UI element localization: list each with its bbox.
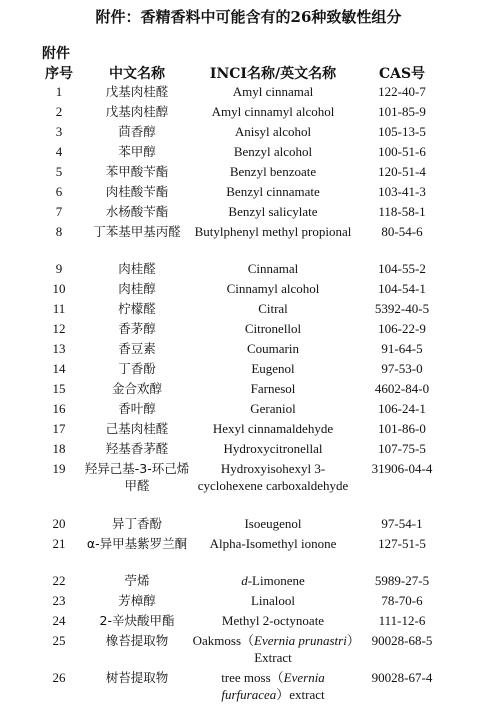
table-row (36, 223, 450, 260)
inci-name: Anisyl alcohol (234, 124, 312, 139)
row-number: 12 (52, 321, 66, 336)
col-header-no: 序号 (45, 65, 73, 82)
table-row (36, 280, 450, 300)
allergen-table (36, 62, 450, 706)
cas-number: 111-12-6 (378, 613, 426, 628)
inci-name: Amyl cinnamyl alcohol (211, 104, 335, 119)
row-number: 26 (52, 670, 66, 685)
inci-name: Benzyl alcohol (233, 144, 313, 159)
chinese-name: 肉桂醛 (118, 261, 156, 276)
cas-number: 106-24-1 (378, 401, 426, 416)
chinese-name: 金合欢醇 (111, 381, 162, 396)
col-header-cas: CAS号 (378, 65, 426, 82)
chinese-name: 苯甲醇 (118, 144, 156, 159)
inci-name: Benzyl salicylate (228, 204, 318, 219)
row-number: 25 (52, 633, 66, 648)
table-row (36, 360, 450, 380)
inci-name-suffix: -Limonene (247, 573, 305, 588)
row-number: 10 (52, 281, 66, 296)
row-number: 9 (55, 261, 63, 276)
chinese-name: 茴香醇 (118, 124, 156, 139)
row-number: 17 (52, 421, 66, 436)
table-row (36, 632, 450, 669)
row-number: 23 (52, 593, 66, 608)
col-header-inci: INCI名称/英文名称 (209, 65, 337, 82)
row-number: 11 (52, 301, 66, 316)
cas-number: 104-54-1 (378, 281, 426, 296)
inci-name: Benzyl benzoate (229, 164, 317, 179)
row-number: 13 (52, 341, 66, 356)
cas-number: 91-64-5 (381, 341, 423, 356)
inci-name: Linalool (250, 593, 296, 608)
table-row (36, 572, 450, 592)
table-row (36, 440, 450, 460)
chinese-name: 苯甲酸苄酯 (105, 164, 169, 179)
chinese-name: 树苔提取物 (105, 670, 169, 685)
chinese-name: 肉桂醇 (118, 281, 156, 296)
inci-name: Alpha-Isomethyl ionone (209, 536, 337, 551)
table-row (36, 612, 450, 632)
inci-name: Citronellol (244, 321, 302, 336)
table-row (36, 592, 450, 612)
cas-number: 97-53-0 (381, 361, 423, 376)
inci-name: Benzyl cinnamate (226, 184, 320, 199)
cas-number: 97-54-1 (381, 516, 423, 531)
document-title: 附件：香精香料中可能含有的26种致敏性组分 (95, 8, 402, 26)
inci-name: Cinnamyl alcohol (226, 281, 320, 296)
cas-number: 4602-84-0 (374, 381, 430, 396)
row-number: 1 (55, 84, 63, 99)
chinese-name: 己基肉桂醛 (105, 421, 169, 436)
table-row (36, 103, 450, 123)
row-number: 14 (52, 361, 66, 376)
cas-number: 5392-40-5 (374, 301, 430, 316)
chinese-name: 丁香酚 (118, 361, 156, 376)
table-row (36, 143, 450, 163)
cas-number: 105-13-5 (378, 124, 426, 139)
cas-number: 104-55-2 (378, 261, 426, 276)
row-number: 18 (52, 441, 66, 456)
chinese-name: 戊基肉桂醛 (105, 84, 169, 99)
col-header-cn: 中文名称 (109, 65, 165, 82)
chinese-name: 肉桂酸苄酯 (105, 184, 169, 199)
inci-name: Hydroxycitronellal (223, 441, 323, 456)
chinese-name: 戊基肉桂醇 (105, 104, 169, 119)
row-number: 4 (55, 144, 63, 159)
cas-number: 90028-67-4 (371, 670, 433, 685)
row-number: 7 (55, 204, 63, 219)
inci-name-prefix: Oakmoss（ (192, 633, 255, 648)
inci-name-suffix: ）Extract (254, 633, 354, 665)
inci-name: Hydroxyisohexyl 3-cyclohexene carboxaldehyde (197, 461, 349, 493)
inci-name: Amyl cinnamal (232, 84, 314, 99)
cas-number: 101-85-9 (378, 104, 426, 119)
chinese-name: 香叶醇 (118, 401, 156, 416)
inci-name: Coumarin (247, 341, 299, 356)
inci-name: Farnesol (250, 381, 296, 396)
row-number: 21 (52, 536, 66, 551)
row-number: 15 (52, 381, 66, 396)
cas-number: 5989-27-5 (374, 573, 430, 588)
header-fujian: 附件 (42, 46, 70, 62)
chinese-name: 芳樟醇 (118, 593, 156, 608)
inci-name: Methyl 2-octynoate (221, 613, 325, 628)
chinese-name: 水杨酸苄酯 (105, 204, 169, 219)
inci-name: Butylphenyl methyl propional (194, 224, 352, 239)
inci-name: Cinnamal (247, 261, 299, 276)
cas-number: 31906-04-4 (371, 461, 433, 476)
row-number: 2 (55, 104, 63, 119)
table-row (36, 123, 450, 143)
table-row (36, 460, 450, 515)
chinese-name: 柠檬醛 (118, 301, 156, 316)
cas-number: 122-40-7 (378, 84, 426, 99)
row-number: 3 (55, 124, 63, 139)
chinese-name: 香茅醇 (118, 321, 156, 336)
cas-number: 127-51-5 (378, 536, 426, 551)
cas-number: 78-70-6 (381, 593, 423, 608)
table-row (36, 420, 450, 440)
table-row (36, 400, 450, 420)
inci-name: Citral (258, 301, 288, 316)
chinese-name: 羟基香茅醛 (105, 441, 169, 456)
inci-name (192, 572, 354, 592)
cas-number: 120-51-4 (378, 164, 426, 179)
row-number: 5 (55, 164, 63, 179)
table-row (36, 260, 450, 280)
row-number: 24 (52, 613, 66, 628)
inci-name: Geraniol (250, 401, 296, 416)
row-number: 20 (52, 516, 66, 531)
table-row (36, 203, 450, 223)
table-row (36, 535, 450, 572)
chinese-name: 苧烯 (124, 573, 150, 588)
table-row (36, 183, 450, 203)
inci-name-italic: Evernia prunastri (254, 633, 347, 648)
table-row (36, 380, 450, 400)
chinese-name: 2-辛炔酸甲酯 (99, 613, 175, 628)
table-header-row (36, 62, 450, 83)
chinese-name: 丁苯基甲基丙醛 (93, 224, 181, 239)
table-row (36, 515, 450, 535)
table-row (36, 300, 450, 320)
table-row (36, 163, 450, 183)
cas-number: 118-58-1 (378, 204, 426, 219)
cas-number: 80-54-6 (381, 224, 423, 239)
table-row (36, 83, 450, 103)
inci-name: Isoeugenol (244, 516, 302, 531)
cas-number: 103-41-3 (378, 184, 426, 199)
inci-name: Hexyl cinnamaldehyde (212, 421, 334, 436)
inci-name-suffix: ）extract (276, 687, 325, 702)
table-row (36, 669, 450, 706)
row-number: 6 (55, 184, 63, 199)
chinese-name: 异丁香酚 (111, 516, 162, 531)
inci-name-italic: Evernia furfuracea (221, 670, 325, 702)
inci-name: Eugenol (251, 361, 295, 376)
chinese-name: 羟异己基-3-环己烯甲醛 (84, 461, 190, 493)
cas-number: 106-22-9 (378, 321, 426, 336)
row-number: 8 (55, 224, 63, 239)
inci-name-italic: d (241, 573, 248, 588)
chinese-name: α-异甲基紫罗兰酮 (86, 536, 188, 551)
inci-name (192, 632, 354, 669)
chinese-name: 橡苔提取物 (105, 633, 169, 648)
table-row (36, 320, 450, 340)
table-row (36, 340, 450, 360)
chinese-name: 香豆素 (118, 341, 156, 356)
cas-number: 90028-68-5 (371, 633, 433, 648)
cas-number: 101-86-0 (378, 421, 426, 436)
inci-name-prefix: tree moss（ (221, 670, 284, 685)
cas-number: 107-75-5 (378, 441, 426, 456)
inci-name (192, 669, 354, 706)
row-number: 19 (52, 461, 66, 476)
row-number: 22 (52, 573, 66, 588)
row-number: 16 (52, 401, 66, 416)
cas-number: 100-51-6 (378, 144, 426, 159)
